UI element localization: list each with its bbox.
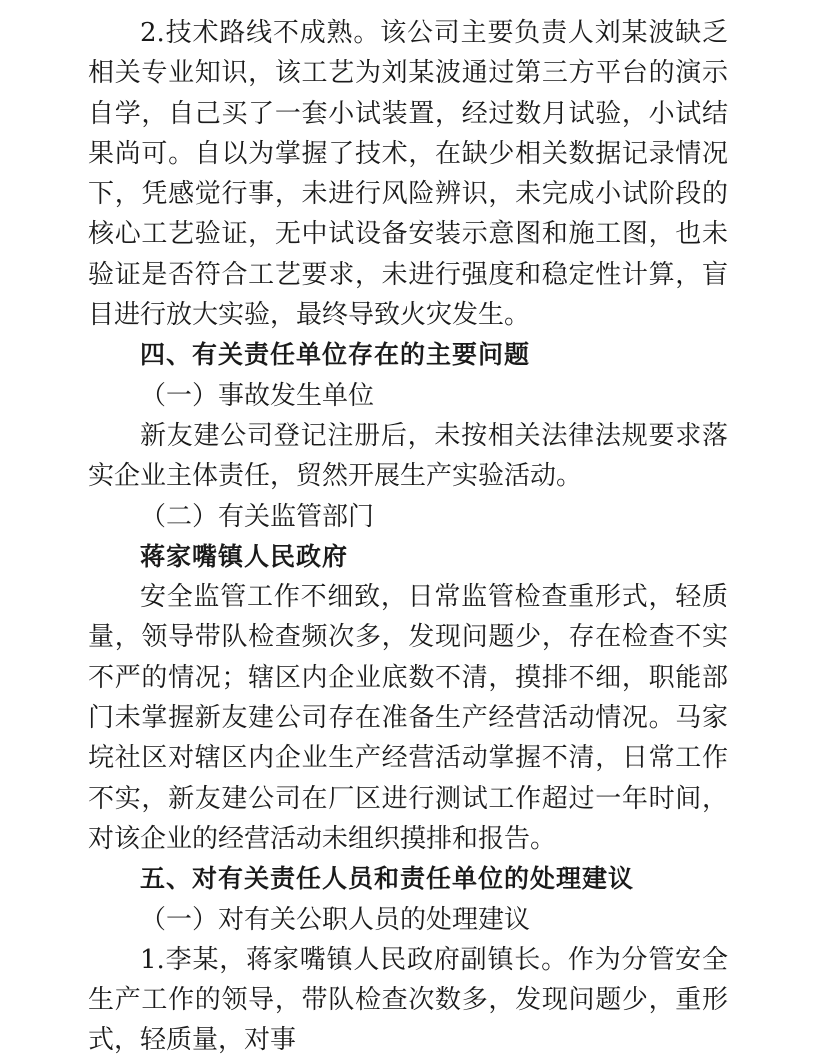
bold-title-town-government: 蒋家嘴镇人民政府: [140, 541, 349, 571]
paragraph-accident-unit: 新友建公司登记注册后，未按相关法律法规要求落实企业主体责任，贸然开展生产实验活动。: [88, 420, 728, 492]
paragraph-town-government: 安全监管工作不细致，日常监管检查重形式，轻质量，领导带队检查频次多，发现问题少，存在检查不实不严的情况；辖区内企业底数不清，摸排不细，职能部门未掌握新友建公司存在准备生产经营活动情况。马家垸社区对辖区内企业生产经营活动掌握不清，日常工作不实，新友建公司在厂区进行测试工作超过一年时间，对该企业的经营活动未组织摸排和报告。: [88, 582, 728, 854]
section-heading-4: 四、有关责任单位存在的主要问题: [140, 340, 531, 370]
section-heading-5: 五、对有关责任人员和责任单位的处理建议: [140, 864, 635, 894]
subheading-accident-unit: （一）事故发生单位: [140, 380, 375, 411]
subheading-public-officials: （一）对有关公职人员的处理建议: [140, 904, 531, 935]
subheading-supervision-depts: （二）有关监管部门: [140, 501, 375, 532]
paragraph-li-mou: 1.李某，蒋家嘴镇人民政府副镇长。作为分管安全生产工作的领导，带队检查次数多，发现问题少，重形式，轻质量，对事: [88, 944, 728, 1056]
paragraph-technical-route: 2.技术路线不成熟。该公司主要负责人刘某波缺乏相关专业知识，该工艺为刘某波通过第三方平台的演示自学，自己买了一套小试装置，经过数月试验，小试结果尚可。自以为掌握了技术，在缺少相关数据记录情况下，凭感觉行事，未进行风险辨识，未完成小试阶段的核心工艺验证，无中试设备安装示意图和施工图，也未验证是否符合工艺要求，未进行强度和稳定性计算，盲目进行放大实验，最终导致火灾发生。: [88, 18, 728, 331]
